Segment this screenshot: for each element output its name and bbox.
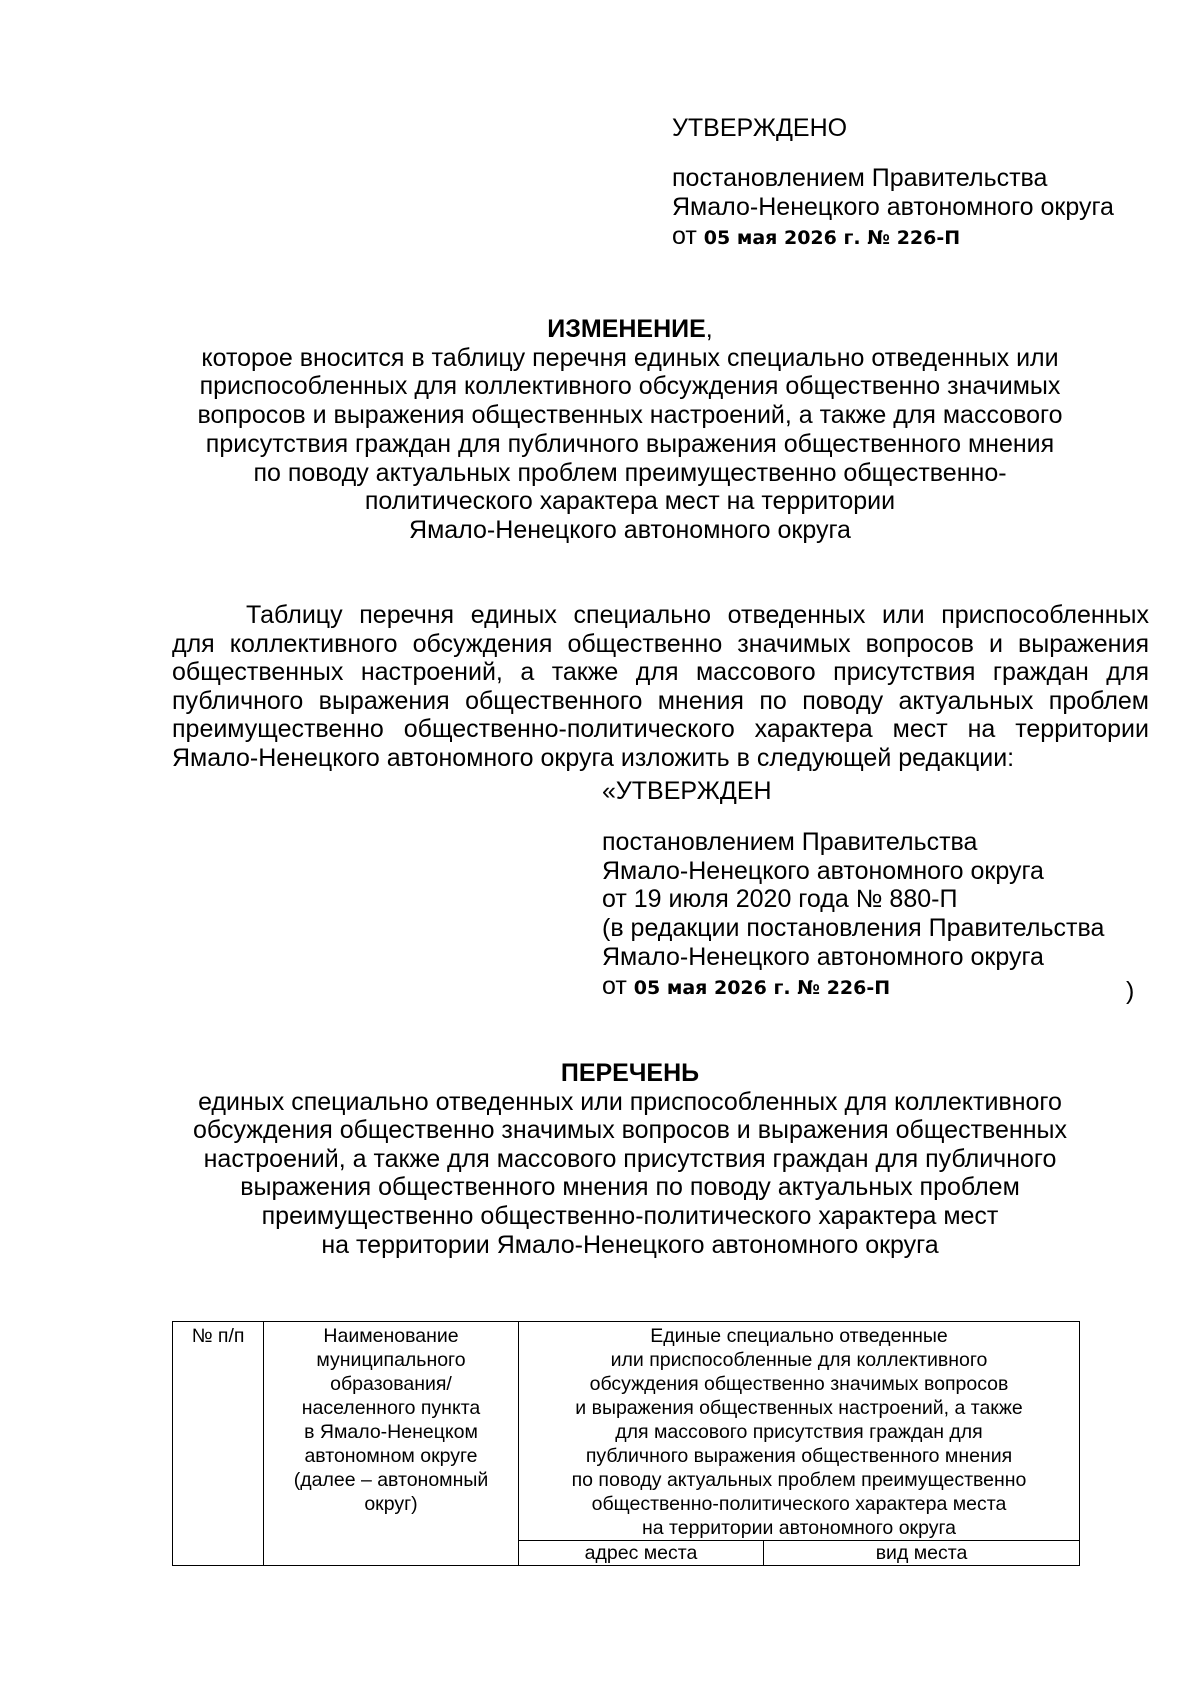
header-cell-line: на территории автономного округа bbox=[642, 1517, 956, 1539]
body-paragraph bbox=[172, 601, 1149, 773]
header-cell-line: в Ямало-Ненецком bbox=[304, 1421, 478, 1443]
approval-line: Ямало-Ненецкого автономного округа bbox=[672, 193, 1114, 221]
list-title-line: выражения общественного мнения по поводу актуальных проблем bbox=[240, 1173, 1020, 1202]
list-title-line: на территории Ямало-Ненецкого автономного округа bbox=[321, 1230, 939, 1259]
list-heading: ПЕРЕЧЕНЬ bbox=[560, 1059, 700, 1087]
header-cell-municipality bbox=[264, 1322, 519, 1566]
approval2-block bbox=[602, 777, 1104, 1003]
header-cell-line: № п/п bbox=[191, 1325, 245, 1347]
header-cell-line: округ) bbox=[364, 1493, 418, 1515]
change-title-block bbox=[150, 315, 1110, 545]
change-title-line: по поводу актуальных проблем преимущественно общественно- bbox=[253, 458, 1007, 487]
table-header-row bbox=[173, 1322, 1080, 1541]
header-cell-line: муниципального bbox=[316, 1349, 466, 1371]
approval2-line: Ямало-Ненецкого автономного округа bbox=[602, 942, 1044, 971]
change-title-line: которое вносится в таблицу перечня единых специально отведенных или bbox=[201, 343, 1059, 372]
approval-date-prefix: от bbox=[672, 222, 697, 250]
approval2-line: Ямало-Ненецкого автономного округа bbox=[602, 856, 1044, 885]
paragraph-line: публичного выражения общественного мнения по поводу актуальных проблем bbox=[172, 686, 1149, 715]
paragraph-line: преимущественно общественно-политического характера мест на территории bbox=[172, 715, 1149, 744]
approval2-date bbox=[602, 972, 1104, 1003]
approval-date-value: 05 мая 2026 г. № 226-П bbox=[703, 227, 961, 249]
closing-parenthesis: ) bbox=[1126, 977, 1135, 1005]
approval-line: постановлением Правительства bbox=[672, 164, 1048, 192]
header-cell-line: или приспособленные для коллективного bbox=[610, 1349, 988, 1371]
list-title-line: обсуждения общественно значимых вопросов и выражения общественных bbox=[193, 1116, 1067, 1145]
approval-block bbox=[672, 114, 1114, 253]
change-title-line: вопросов и выражения общественных настроений, а также для массового bbox=[197, 401, 1063, 430]
header-cell-line: автономном округе bbox=[304, 1445, 478, 1467]
approval-header: УТВЕРЖДЕНО bbox=[672, 114, 848, 142]
paragraph-line: общественных настроений, а также для массового присутствия граждан для bbox=[172, 658, 1149, 687]
places-table bbox=[172, 1321, 1080, 1566]
change-title-line: приспособленных для коллективного обсуждения общественно значимых bbox=[199, 372, 1061, 401]
header-cell-line: для массового присутствия граждан для bbox=[615, 1421, 983, 1443]
paragraph-line: для коллективного обсуждения общественно значимых вопросов и выражения bbox=[172, 629, 1149, 658]
paragraph-line: Таблицу перечня единых специально отведенных или приспособленных bbox=[246, 601, 1149, 629]
header-cell-line: Единые специально отведенные bbox=[650, 1325, 948, 1347]
approval-date bbox=[672, 222, 1114, 253]
header-cell-line: образования/ bbox=[330, 1373, 452, 1395]
change-heading-text: ИЗМЕНЕНИЕ bbox=[547, 315, 706, 343]
change-title-line: политического характера мест на территории bbox=[364, 487, 896, 516]
change-heading bbox=[150, 315, 1110, 344]
change-title-line: Ямало-Ненецкого автономного округа bbox=[409, 515, 851, 544]
approval2-date-value: 05 мая 2026 г. № 226-П bbox=[633, 976, 891, 999]
change-title-line: присутствия граждан для публичного выражения общественного мнения bbox=[205, 429, 1055, 458]
header-cell-line: по поводу актуальных проблем преимущественно bbox=[571, 1469, 1027, 1491]
approval2-line: (в редакции постановления Правительства bbox=[602, 914, 1105, 943]
header-cell-number bbox=[173, 1322, 264, 1566]
list-title-block bbox=[150, 1059, 1110, 1259]
header-cell-places bbox=[519, 1322, 1080, 1541]
paragraph-line: Ямало-Ненецкого автономного округа изложить в следующей редакции: bbox=[172, 743, 1015, 772]
header-cell-address: адрес места bbox=[519, 1541, 764, 1566]
header-cell-line: обсуждения общественно значимых вопросов bbox=[589, 1373, 1009, 1395]
change-heading-punct: , bbox=[705, 315, 713, 343]
header-cell-type: вид места bbox=[764, 1541, 1080, 1566]
approval2-line: от 19 июля 2020 года № 880-П bbox=[602, 885, 958, 914]
header-cell-line: Наименование bbox=[323, 1325, 459, 1347]
list-title-line: единых специально отведенных или приспособленных для коллективного bbox=[198, 1087, 1062, 1116]
header-cell-line: общественно-политического характера места bbox=[591, 1493, 1007, 1515]
approval2-line: постановлением Правительства bbox=[602, 827, 978, 856]
list-title-line: настроений, а также для массового присутствия граждан для публичного bbox=[203, 1144, 1057, 1173]
list-title-line: преимущественно общественно-политического характера мест bbox=[261, 1201, 999, 1230]
header-cell-line: населенного пункта bbox=[301, 1397, 481, 1419]
header-cell-line: (далее – автономный bbox=[293, 1469, 489, 1491]
header-cell-line: публичного выражения общественного мнения bbox=[585, 1445, 1013, 1467]
approval2-header: «УТВЕРЖДЕН bbox=[602, 777, 772, 805]
approval2-date-prefix: от bbox=[602, 971, 627, 1000]
header-cell-line: и выражения общественных настроений, а также bbox=[575, 1397, 1023, 1419]
